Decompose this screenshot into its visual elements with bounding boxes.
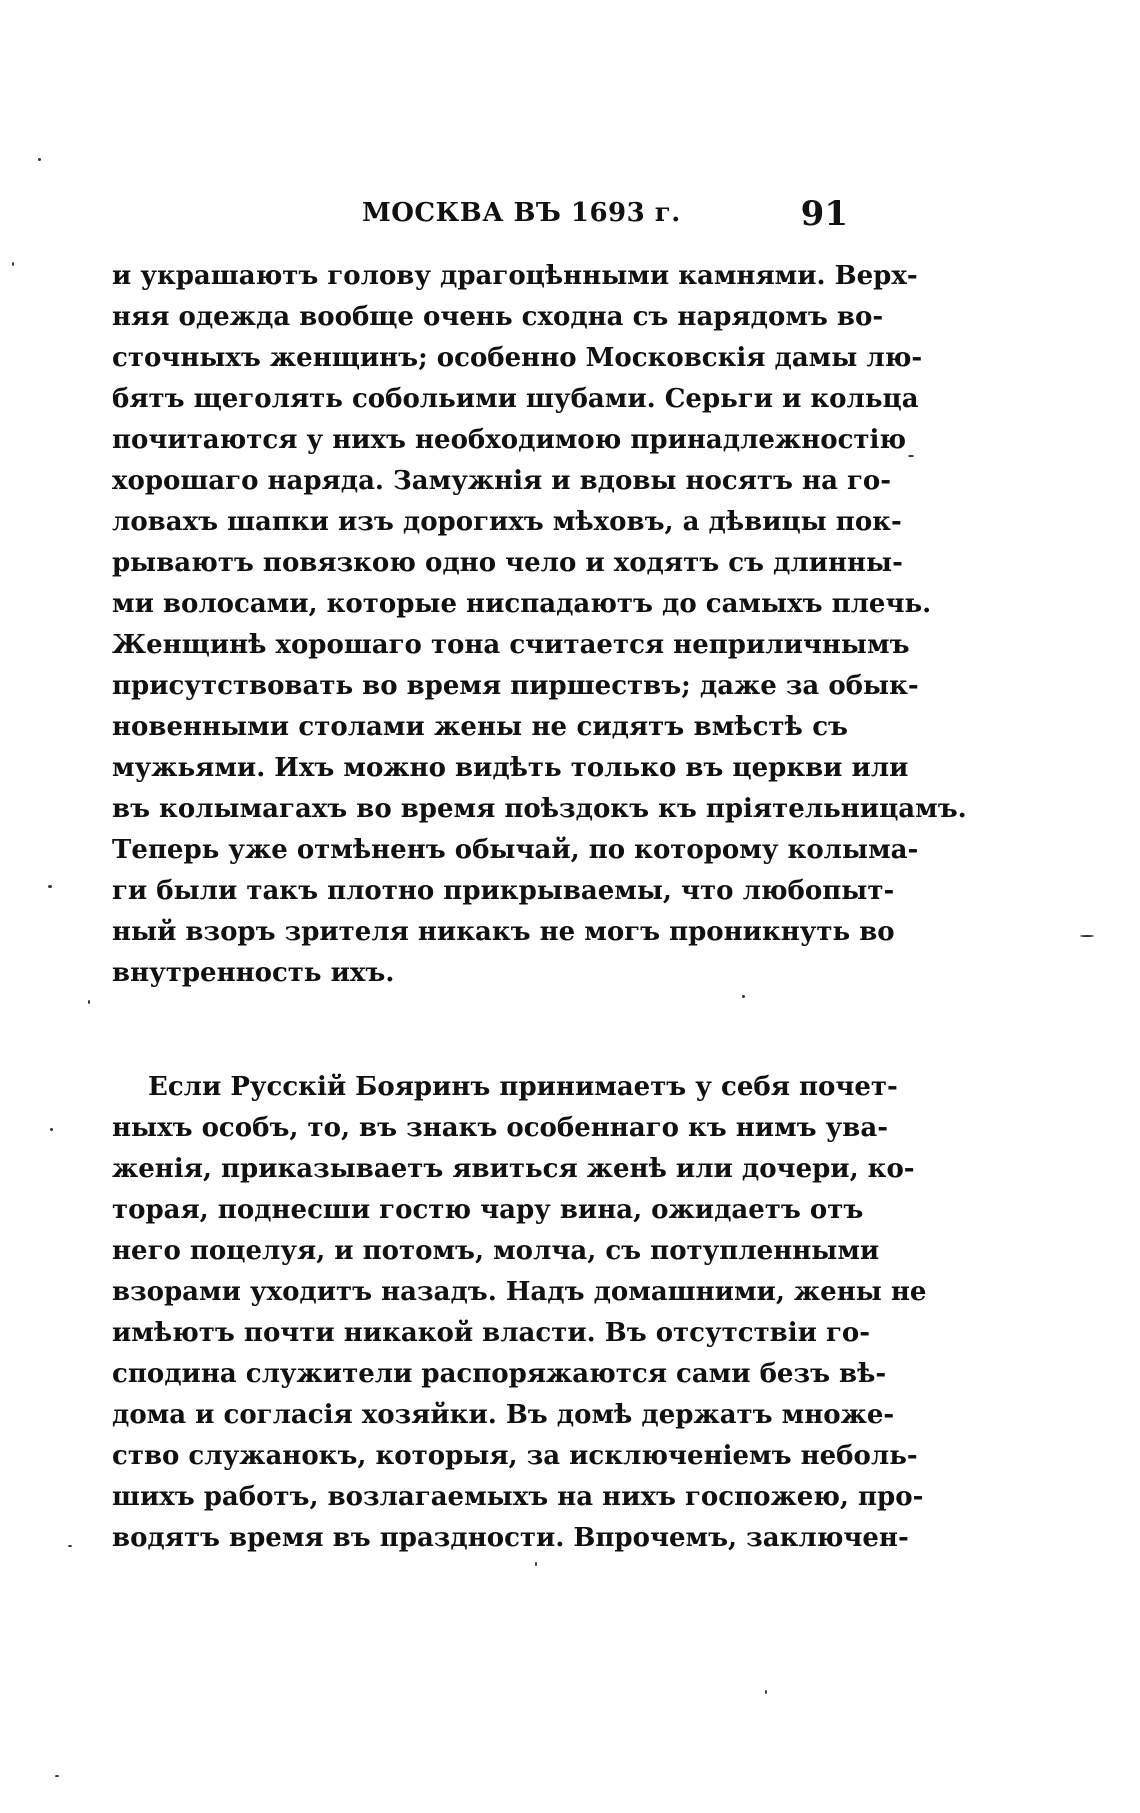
text-line: внутренность ихъ. xyxy=(112,958,395,988)
scan-speck xyxy=(765,1690,767,1694)
text-line: присутствовать во время пиршествъ; даже за обык- xyxy=(112,671,919,701)
text-line: ги были такъ плотно прикрываемы, что любопыт- xyxy=(112,876,895,906)
scan-speck xyxy=(12,262,14,266)
running-head xyxy=(112,194,848,248)
text-line: него поцелуя, и потомъ, молча, съ потупленными xyxy=(112,1236,880,1266)
text-line: Женщинѣ хорошаго тона считается неприличнымъ xyxy=(112,630,910,660)
text-line: торая, поднесши гостю чару вина, ожидаетъ отъ xyxy=(112,1195,864,1225)
scan-speck xyxy=(68,1545,72,1547)
text-line: въ колымагахъ во время поѣздокъ къ пріятельницамъ. xyxy=(112,794,967,824)
page-number: 91 xyxy=(800,194,848,234)
text-line: почитаются у нихъ необходимою принадлежностію xyxy=(112,425,907,455)
text-line: женія, приказываетъ явиться женѣ или дочери, ко- xyxy=(112,1154,915,1184)
scan-speck xyxy=(908,455,914,457)
text-line: сподина служители распоряжаются сами безъ вѣ- xyxy=(112,1359,887,1389)
text-line: имѣютъ почти никакой власти. Въ отсутствіи го- xyxy=(112,1318,871,1348)
text-line: ныхъ особъ, то, въ знакъ особеннаго къ нимъ ува- xyxy=(112,1113,889,1143)
text-line: бятъ щеголять собольими шубами. Серьги и кольца xyxy=(112,384,919,414)
text-line: рываютъ повязкою одно чело и ходятъ съ длинны- xyxy=(112,548,903,578)
paragraph-1 xyxy=(112,256,967,994)
text-line: няя одежда вообще очень сходна съ нарядомъ во- xyxy=(112,302,884,332)
paragraph-gap xyxy=(112,994,848,1067)
scan-speck xyxy=(742,995,745,998)
text-line: Теперь уже отмѣненъ обычай, по которому колыма- xyxy=(112,835,919,865)
text-line: ми волосами, которые ниспадаютъ до самыхъ плечь. xyxy=(112,589,932,619)
text-line: ство служанокъ, которыя, за исключеніемъ неболь- xyxy=(112,1441,918,1471)
scan-speck xyxy=(55,1775,59,1777)
running-head-title: МОСКВА ВЪ 1693 г. xyxy=(362,198,681,228)
text-line: водятъ время въ праздности. Впрочемъ, заключен- xyxy=(112,1523,909,1553)
text-line: сточныхъ женщинъ; особенно Московскія дамы лю- xyxy=(112,343,923,373)
text-line: дома и согласія хозяйки. Въ домѣ держатъ множе- xyxy=(112,1400,895,1430)
text-line: взорами уходитъ назадъ. Надъ домашними, жены не xyxy=(112,1277,927,1307)
text-line: ловахъ шапки изъ дорогихъ мѣховъ, а дѣвицы пок- xyxy=(112,507,902,537)
text-line: шихъ работъ, возлагаемыхъ на нихъ госпожею, про- xyxy=(112,1482,924,1512)
text-line: Если Русскій Бояринъ принимаетъ у себя почет- xyxy=(148,1072,898,1102)
body-text xyxy=(112,256,967,1559)
text-line: хорошаго наряда. Замужнія и вдовы носятъ на го- xyxy=(112,466,892,496)
scan-speck xyxy=(50,1128,53,1131)
text-line: ный взоръ зрителя никакъ не могъ проникнуть во xyxy=(112,917,895,947)
scan-speck xyxy=(48,885,52,888)
paragraph-2 xyxy=(112,1067,927,1559)
text-line: и украшаютъ голову драгоцѣнными камнями. Верх- xyxy=(112,261,918,291)
scan-speck xyxy=(38,158,41,161)
text-line: мужьями. Ихъ можно видѣть только въ церкви или xyxy=(112,753,909,783)
text-line: новенными столами жены не сидятъ вмѣстѣ съ xyxy=(112,712,848,742)
scan-speck xyxy=(88,1000,90,1004)
scan-speck xyxy=(535,1562,537,1566)
scan-speck xyxy=(1080,935,1094,937)
